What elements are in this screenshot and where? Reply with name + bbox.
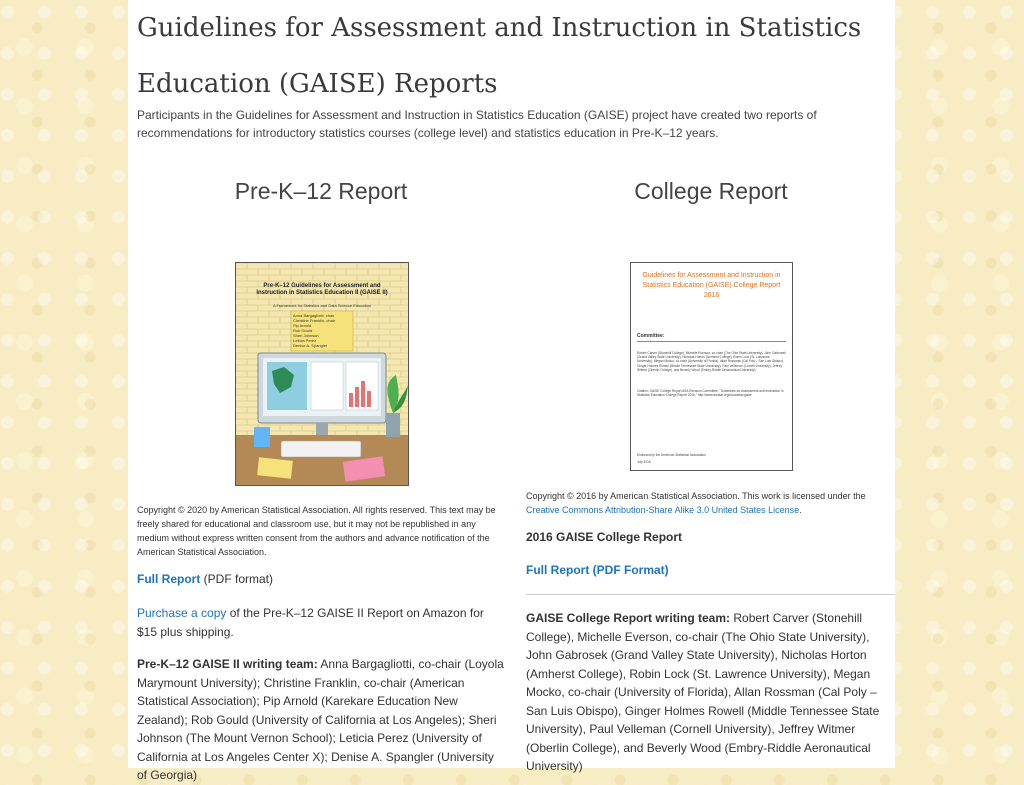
college-full-report-link[interactable]: Full Report (PDF Format) bbox=[526, 563, 669, 577]
intro-paragraph: Participants in the Guidelines for Assessment and Instruction in Statistics Education (GAISE) project have created two reports of recommendations for introductory statistics courses (college level) and statistics education in Pre-K–12 years. bbox=[137, 108, 817, 140]
college-team-members: Robert Carver (Stonehill College), Michelle Everson, co-chair (The Ohio State University), John Gabrosek (Grand Valley State University), Nicholas Horton (Amherst College), Robin Lock (St. Lawrence University), Megan Mocko, co-chair (University of Florida), Allan Rossman (Cal Poly – San Luis Obispo), Ginger Holmes Rowell (Middle Tennessee State University), Paul Velleman (Cornell University), Jeffrey Witmer (Oberlin College), and Beverly Wood (Embry-Riddle Aeronautical University) bbox=[526, 611, 880, 773]
college-cover-date: July 2016 bbox=[637, 460, 651, 464]
page-title: Guidelines for Assessment and Instruction in Statistics Education (GAISE) Reports bbox=[137, 13, 862, 99]
college-cover-endorsed: Endorsed by the American Statistical Association bbox=[637, 453, 706, 457]
cover-author: Christine Franklin, chair bbox=[293, 318, 336, 323]
college-copyright bbox=[526, 489, 895, 517]
prek-copyright: Copyright © 2020 by American Statistical Association. All rights reserved. This text may be freely shared for educational and classroom use, but it may not be republished in any medium without express written consent from the authors and advance notification of the American Statistical Association. bbox=[137, 505, 496, 557]
prek-cover-subtitle: A Framework for Statistics and Data Science Education bbox=[272, 303, 372, 308]
college-cover-committee-text: Robert Carver (Stonehill College), Michelle Everson, co-chair (The Ohio State University), John Gabrosek (Grand Valley State University), Nicholas Horton (Amherst College), Robin Lock (St. Lawrence University), Megan Mocko, co-chair (University of Florida), Allan Rossman (Cal Poly – San Luis Obispo), Ginger Holmes Rowell (Middle Tennessee State University), Paul Velleman (Cornell University), Jeffrey Witmer (Oberlin College), and Beverly Wood (Embry-Riddle Aeronautical University) bbox=[637, 351, 786, 372]
prek-full-report-link[interactable]: Full Report bbox=[137, 572, 201, 586]
prek-report-cover-image[interactable] bbox=[235, 262, 409, 486]
college-report-title: 2016 GAISE College Report bbox=[526, 530, 683, 544]
prek-purchase-text: of the Pre-K–12 GAISE II Report on Amazon for $15 plus shipping. bbox=[137, 606, 484, 639]
content-page bbox=[128, 0, 895, 782]
college-writing-team bbox=[526, 609, 895, 776]
cover-rule bbox=[637, 341, 786, 342]
prek-cover-authors bbox=[293, 313, 351, 348]
college-cover-committee-label: Committee: bbox=[637, 333, 665, 339]
college-full-report-line bbox=[526, 561, 895, 580]
cover-author: Sheri Johnson bbox=[293, 333, 319, 338]
college-copyright-end: . bbox=[799, 505, 802, 515]
section-divider bbox=[526, 594, 895, 595]
college-cover-title: Guidelines for Assessment and Instruction in Statistics Education (GAISE) College Report 2016 bbox=[642, 272, 781, 299]
cover-author: Rob Gould bbox=[293, 328, 313, 333]
college-cover-citation: Citation: GAISE College Report ASA Revision Committee, "Guidelines for Assessment and Instruction in Statistics Education College Report 2016," http://www.amstat.org/education/gaise bbox=[637, 389, 784, 398]
prek-full-report-line bbox=[137, 570, 505, 589]
prek-report-heading: Pre-K–12 Report bbox=[234, 178, 408, 204]
college-report-heading: College Report bbox=[634, 178, 788, 204]
prek-full-report-format: (PDF format) bbox=[200, 572, 273, 586]
college-copyright-text: Copyright © 2016 by American Statistical Association. This work is licensed under the bbox=[526, 491, 866, 501]
prek-team-label: Pre-K–12 GAISE II writing team: bbox=[137, 657, 318, 671]
cc-license-link[interactable]: Creative Commons Attribution-Share Alike 3.0 United States License bbox=[526, 505, 800, 515]
cover-author: Leticia Perez bbox=[293, 338, 317, 343]
prek-purchase-line bbox=[137, 604, 505, 641]
prek-cover-title: Pre-K–12 Guidelines for Assessment and Instruction in Statistics Education II (GAISE II) bbox=[256, 283, 388, 296]
prek-writing-team bbox=[137, 655, 505, 785]
prek-team-members: Anna Bargagliotti, co-chair (Loyola Marymount University); Christine Franklin, co-chair (American Statistical Association); Pip Arnold (Karekare Education New Zealand); Rob Gould (University of California at Los Angeles); Sheri Johnson (The Mount Vernon School); Leticia Perez (University of California at Los Angeles Center X); Denise A. Spangler (University of Georgia) bbox=[137, 657, 504, 782]
prek-purchase-link[interactable]: Purchase a copy bbox=[137, 606, 227, 620]
cover-author: Pip Arnold bbox=[293, 323, 312, 328]
cover-author: Denise A. Spangler bbox=[293, 343, 328, 348]
cover-author: Anna Bargagliotti, chair bbox=[293, 313, 335, 318]
college-report-cover-image[interactable] bbox=[630, 262, 793, 471]
college-team-label: GAISE College Report writing team: bbox=[526, 611, 731, 625]
